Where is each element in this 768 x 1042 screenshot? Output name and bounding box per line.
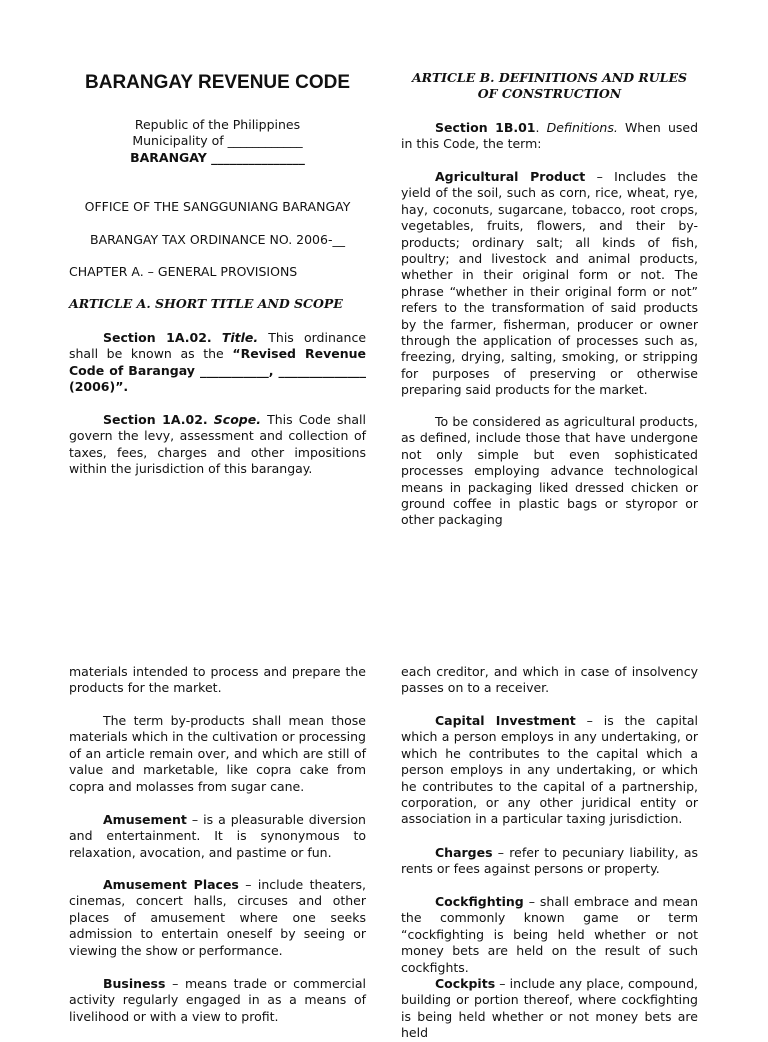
ordinance-line: BARANGAY TAX ORDINANCE NO. 2006-__ <box>90 232 345 247</box>
definition-term: Capital Investment <box>435 713 576 728</box>
definition-amusement <box>69 812 366 861</box>
definition-text: – is a pleasurable diversion and entertainment. It is synonymous to relaxation, avocation, and pastime or fun. <box>69 812 366 860</box>
section-label: Section 1B.01 <box>435 120 536 135</box>
municipality-line: Municipality of ____________ <box>132 133 303 148</box>
section-label: Section 1A.02. <box>103 412 208 427</box>
section-title-paragraph <box>69 330 366 396</box>
article-b-heading: ARTICLE B. DEFINITIONS AND RULES OF CONSTRUCTION <box>411 70 688 101</box>
definition-text: – shall embrace and mean the commonly known game or term “cockfighting is being held whether or not money bets are held on the result of such cockfights. <box>401 894 698 975</box>
definition-business <box>69 976 366 1025</box>
office-line: OFFICE OF THE SANGGUNIANG BARANGAY <box>84 199 351 214</box>
definition-text: – include any place, compound, building or portion thereof, where cockfighting is being held whether or not money bets are held <box>401 976 698 1041</box>
definition-term: Agricultural Product <box>435 169 586 184</box>
section-scope-paragraph <box>69 412 366 478</box>
continuation-paragraph: each creditor, and which in case of insolvency passes on to a receiver. <box>401 664 698 696</box>
definition-term: Charges <box>435 845 493 860</box>
definitions-section-paragraph: Section 1B.01. Definitions. When used in this Code, the term: <box>401 120 699 152</box>
definition-agricultural-product <box>401 169 698 399</box>
barangay-line: BARANGAY _______________ <box>130 150 305 165</box>
definition-term: Cockfighting <box>435 894 524 909</box>
section-text: This ordinance shall be known as the <box>69 330 367 362</box>
section-text: When used in this Code, the term: <box>401 120 699 152</box>
definition-text: – include theaters, cinemas, concert halls, circuses and other places of amusement where one seeks admission to entertain oneself by seeing or viewing the show or performance. <box>69 877 366 958</box>
definition-term: Amusement Places <box>103 877 239 892</box>
definition-cockfighting <box>401 894 698 976</box>
continuation-paragraph: materials intended to process and prepare the products for the market. <box>69 664 366 696</box>
chapter-heading: CHAPTER A. – GENERAL PROVISIONS <box>69 264 298 279</box>
definition-term: Cockpits <box>435 976 496 991</box>
definition-capital-investment <box>401 713 698 828</box>
definition-text: – means trade or commercial activity regularly engaged in as a means of livelihood or with a view to profit. <box>69 976 366 1024</box>
agricultural-considered-paragraph: To be considered as agricultural products, as defined, include those that have undergone not only simple but even sophisticated processes employing advance technological means in packaging liked dressed chicken or ground coffee in plastic bags or styropor or other packaging <box>401 414 698 528</box>
section-title: Title. <box>221 330 259 345</box>
section-title: Scope. <box>213 412 261 427</box>
document-title: BARANGAY REVENUE CODE <box>85 72 350 93</box>
definition-cockpits <box>401 976 698 1042</box>
section-bold-text: “Revised Revenue Code of Barangay ___________, ______________ (2006)”. <box>69 346 367 395</box>
article-a-heading: ARTICLE A. SHORT TITLE AND SCOPE <box>69 296 343 311</box>
section-label: Section 1A.02. <box>103 330 212 345</box>
by-products-paragraph: The term by-products shall mean those materials which in the cultivation or processing of an article remain over, and which are still of value and marketable, like copra cake from copra and molasses from sugar cane. <box>69 713 366 794</box>
definition-amusement-places <box>69 877 366 959</box>
section-text: This Code shall govern the levy, assessment and collection of taxes, fees, charges and other impositions within the jurisdiction of this barangay. <box>69 412 366 477</box>
section-title: Definitions. <box>546 120 618 135</box>
definition-term: Amusement <box>103 812 187 827</box>
republic-line: Republic of the Philippines <box>134 117 301 132</box>
definition-text: – is the capital which a person employs in any undertaking, or which he contributes to the capital which a person employs in any undertaking, or which he contributes to the capital of a partnership, corporation, or any other juridical entity or association in a particular taxing jurisdiction. <box>401 713 698 827</box>
definition-text: – refer to pecuniary liability, as rents or fees against persons or property. <box>401 845 698 877</box>
definition-term: Business <box>103 976 166 991</box>
definition-text: – Includes the yield of the soil, such as corn, rice, wheat, rye, hay, coconuts, sugarcane, tobacco, root crops, vegetables, fruits, flowers, and their by-products; ordinary salt; all kinds of fish, poultry; and livestock and animal products, whether in their original form or not. The phrase “whether in their original form or not” refers to the transformation of said products by the farmer, fisherman, producer or owner through the application of processes such as, freezing, drying, salting, smoking, or stripping for purposes of preserving or otherwise preparing said products for the market. <box>401 169 698 398</box>
definition-charges <box>401 845 698 878</box>
